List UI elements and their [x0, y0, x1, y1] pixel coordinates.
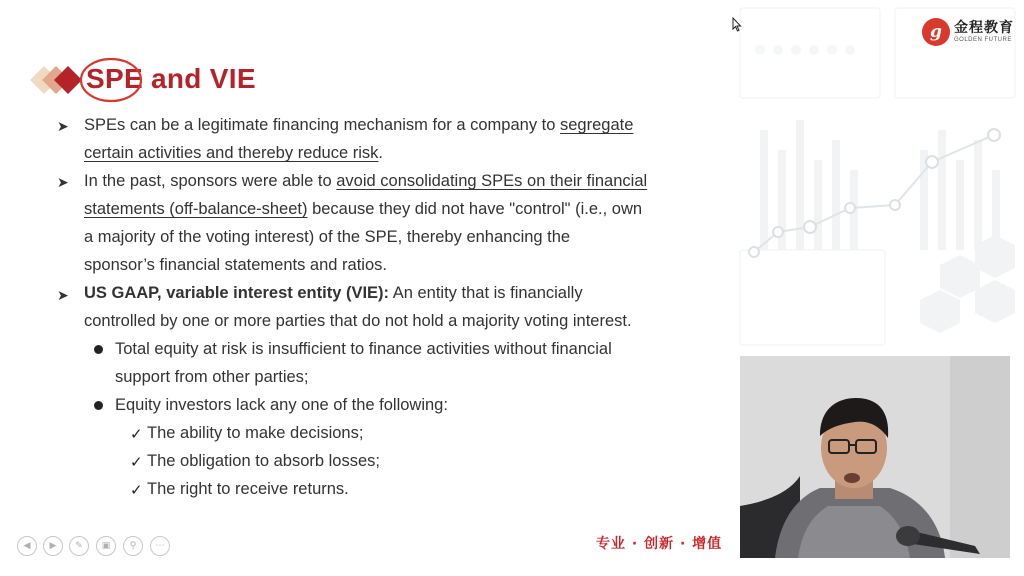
sub-bullet-1-line-1: Total equity at risk is insufficient to finance activities without financial: [115, 340, 612, 358]
bullet-2-line-1: In the past, sponsors were able to avoid consolidating SPEs on their financial: [84, 172, 648, 190]
arrow-bullet-icon: ➤: [57, 287, 69, 303]
logo-icon: g: [922, 18, 950, 46]
checkmark-icon: ✓: [130, 453, 143, 471]
bullet-3-line-2: controlled by one or more parties that do not hold a majority voting interest.: [84, 312, 632, 330]
bullet-1-line-2: certain activities and thereby reduce risk.: [84, 144, 383, 162]
bullet-2-line-2: statements (off-balance-sheet) because they did not have "control" (i.e., own: [84, 200, 643, 218]
bullet-1-line-1: SPEs can be a legitimate financing mechanism for a company to segregate: [84, 116, 634, 134]
dot-bullet-icon: [94, 345, 103, 354]
dot-bullet-icon: [94, 401, 103, 410]
logo-name-cn: 金程教育: [954, 20, 1014, 36]
previous-icon[interactable]: ◀: [17, 536, 37, 556]
company-logo: [922, 18, 1014, 46]
pen-icon[interactable]: ✎: [69, 536, 89, 556]
slogan: 专业 · 创新 · 增值: [596, 536, 723, 552]
next-icon[interactable]: ▶: [43, 536, 63, 556]
logo-name-en: GOLDEN FUTURE: [954, 37, 1012, 43]
bullet-2-line-3: a majority of the voting interest) of the SPE, thereby enhancing the: [84, 228, 571, 246]
background-infographic: [730, 0, 1024, 360]
checkmark-icon: ✓: [130, 425, 143, 443]
mouse-cursor-icon: [732, 17, 742, 32]
check-item-1: The ability to make decisions;: [147, 424, 364, 442]
presenter-video-icon: [740, 356, 1010, 558]
zoom-icon[interactable]: ⚲: [123, 536, 143, 556]
arrow-bullet-icon: ➤: [57, 118, 69, 134]
slide-title: SPE and VIE: [86, 63, 256, 94]
bullet-2-line-4: sponsor’s financial statements and ratios.: [84, 256, 387, 274]
more-icon[interactable]: ⋯: [150, 536, 170, 556]
slides-icon[interactable]: ▣: [96, 536, 116, 556]
bullet-3-line-1: US GAAP, variable interest entity (VIE): An entity that is financially: [84, 284, 583, 302]
check-item-3: The right to receive returns.: [147, 480, 349, 498]
arrow-bullet-icon: ➤: [57, 174, 69, 190]
checkmark-icon: ✓: [130, 481, 143, 499]
presenter-webcam: [740, 356, 1010, 558]
sub-bullet-2-line-1: Equity investors lack any one of the following:: [115, 396, 448, 414]
check-item-2: The obligation to absorb losses;: [147, 452, 380, 470]
sub-bullet-1-line-2: support from other parties;: [115, 368, 309, 386]
